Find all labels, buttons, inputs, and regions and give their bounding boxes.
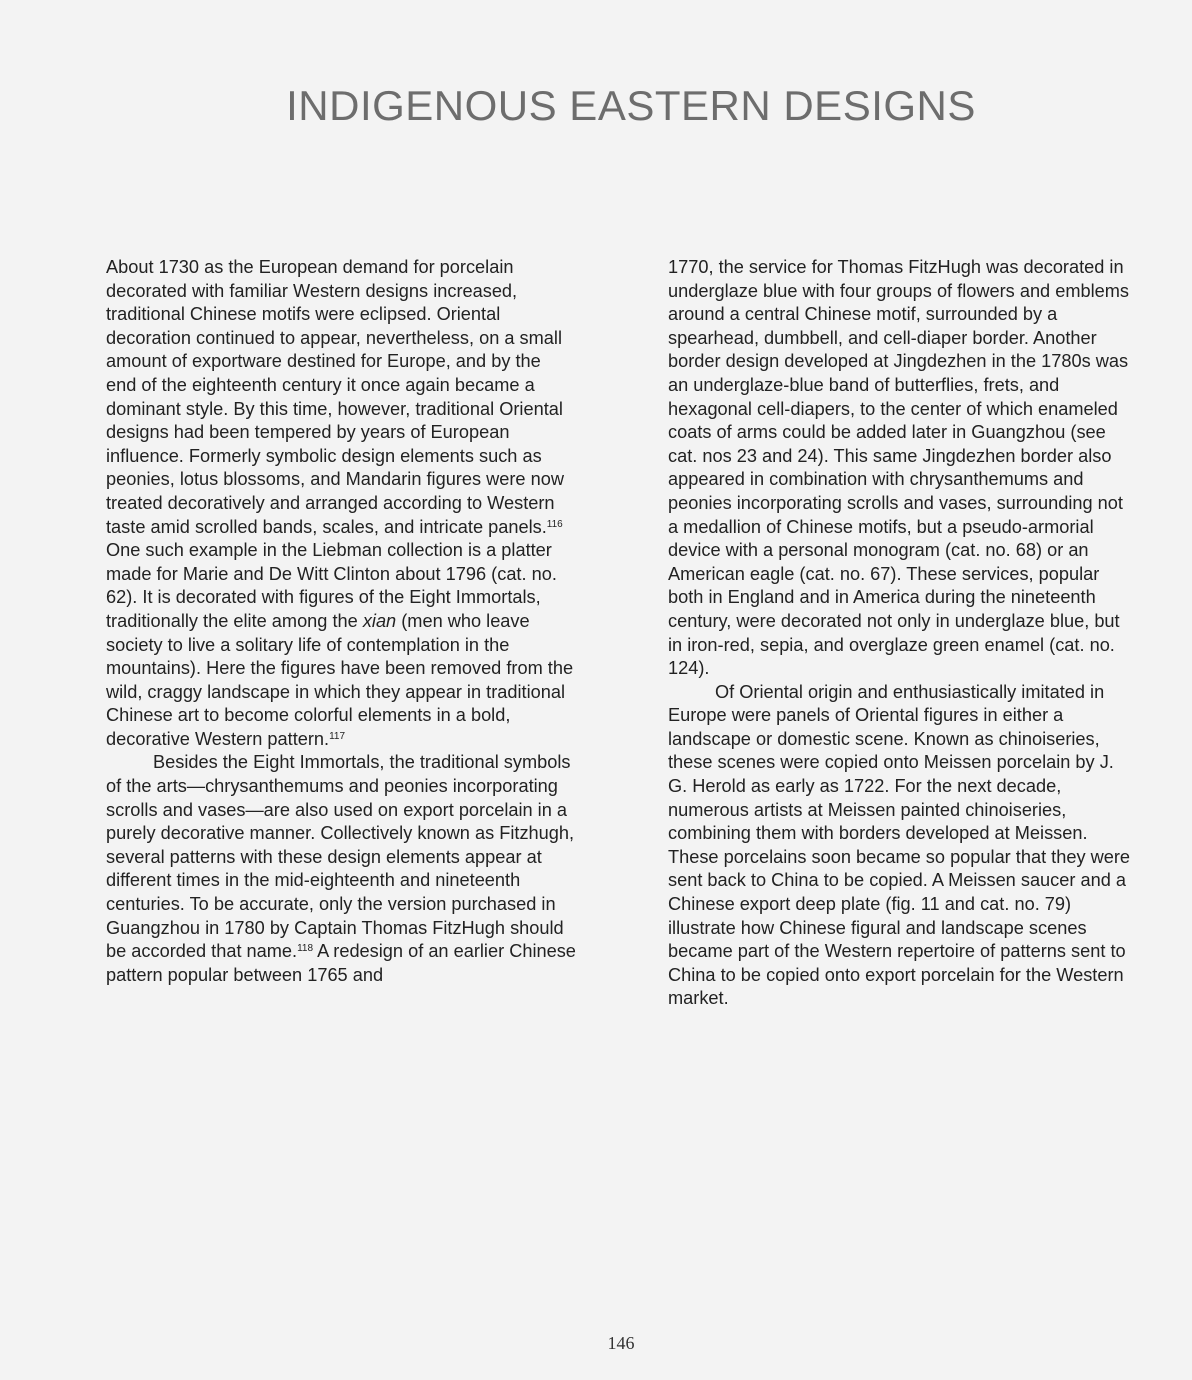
- page-number: 146: [607, 1333, 635, 1353]
- paragraph-text: One such example in the Liebman collection is a platter made for Marie and De Witt Clinton about 1796 (cat. no. 62). It is decorated with figures of the Eight Immortals, traditionally the elite among the: [106, 540, 557, 631]
- paragraph-text: A redesign of an earlier Chinese pattern popular between 1765 and: [106, 941, 576, 985]
- paragraph-text: (men who leave society to live a solitary life of contemplation in the mountains). Here the figures have been removed from the wild, craggy landscape in which they appear in traditional Chinese art to become colorful elements in a bold, decorative Western pattern.: [106, 610, 574, 749]
- footnote-ref: 116: [546, 518, 563, 530]
- paragraph: [106, 751, 576, 987]
- paragraph: 1770, the service for Thomas FitzHugh was decorated in underglaze blue with four groups of flowers and emblems around a central Chinese motif, surrounded by a spearhead, dumbbell, and cell-diaper border. Another border design developed at Jingdezhen in the 1780s was an underglaze-blue band of butterflies, frets, and hexagonal cell-diapers, to the center of which enameled coats of arms could be added later in Guangzhou (see cat. nos 23 and 24). This same Jingdezhen border also appeared in combination with chrysanthemums and peonies incorporating scrolls and vases, surrounding not a medallion of Chinese motifs, but a pseudo-armorial device with a personal monogram (cat. no. 68) or an American eagle (cat. no. 67). These services, popular both in England and in America during the nineteenth century, were decorated not only in underglaze blue, but in iron-red, sepia, and overglaze green enamel (cat. no. 124).: [668, 257, 1130, 679]
- italic-term: xian: [362, 610, 397, 631]
- paragraph: [106, 256, 576, 751]
- right-column: [668, 256, 1138, 1011]
- paragraph: Of Oriental origin and enthusiastically imitated in Europe were panels of Oriental figures in either a landscape or domestic scene. Known as chinoiseries, these scenes were copied onto Meissen porcelain by J. G. Herold as early as 1722. For the next decade, numerous artists at Meissen painted chinoiseries, combining them with borders developed at Meissen. These porcelains soon became so popular that they were sent back to China to be copied. A Meissen saucer and a Chinese export deep plate (fig. 11 and cat. no. 79) illustrate how Chinese figural and landscape scenes became part of the Western repertoire of patterns sent to China to be copied onto export porcelain for the Western market.: [668, 681, 1131, 1009]
- paragraph-text: About 1730 as the European demand for porcelain decorated with familiar Western designs increased, traditional Chinese motifs were eclipsed. Oriental decoration continued to appear, nevertheless, on a small amount of exportware destined for Europe, and by the end of the eighteenth century it once again became a dominant style. By this time, however, traditional Oriental designs had been tempered by years of European influence. Formerly symbolic design elements such as peonies, lotus blossoms, and Mandarin figures were now treated decoratively and arranged according to Western taste amid scrolled bands, scales, and intricate panels.: [106, 257, 564, 537]
- footnote-ref: 118: [297, 943, 314, 955]
- page-title: INDIGENOUS EASTERN DESIGNS: [286, 82, 976, 129]
- left-column: [106, 256, 576, 987]
- paragraph-text: Besides the Eight Immortals, the traditional symbols of the arts—chrysanthemums and peonies incorporating scrolls and vases—are also used on export porcelain in a purely decorative manner. Collectively known as Fitzhugh, several patterns with these design elements appear at different times in the mid-eighteenth and nineteenth centuries. To be accurate, only the version purchased in Guangzhou in 1780 by Captain Thomas FitzHugh should be accorded that name.: [106, 752, 575, 962]
- footnote-ref: 117: [329, 730, 346, 742]
